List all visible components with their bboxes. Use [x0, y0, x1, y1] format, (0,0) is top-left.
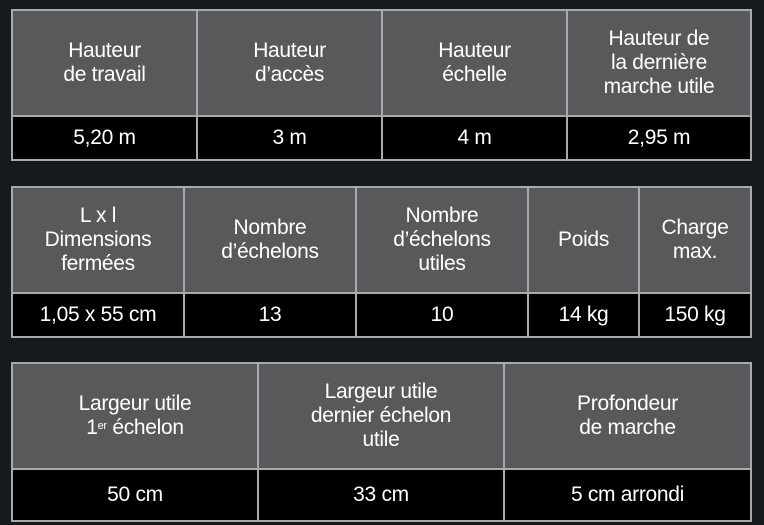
value-cell-working-height: 5,20 m — [12, 116, 197, 160]
header-cell-top-step-height: Hauteur de la dernière marche utile — [567, 10, 751, 116]
header-cell-last-rung-width: Largeur utile dernier échelon utile — [258, 363, 504, 469]
ordinal-superscript: er — [97, 420, 107, 432]
value-cell-ladder-height: 4 m — [382, 116, 567, 160]
value-cell-max-load: 150 kg — [639, 293, 751, 337]
header-line-2-suffix: échelon — [106, 416, 184, 439]
specs-table-heights — [11, 9, 752, 161]
header-cell-usable-rung-count: Nombre d’échelons utiles — [356, 187, 528, 293]
value-row — [12, 116, 751, 160]
value-cell-last-rung-width: 33 cm — [258, 469, 504, 521]
value-cell-access-height: 3 m — [197, 116, 382, 160]
header-cell-working-height: Hauteur de travail — [12, 10, 197, 116]
value-row — [12, 469, 751, 521]
header-cell-access-height: Hauteur d’accès — [197, 10, 382, 116]
header-cell-max-load: Charge max. — [639, 187, 751, 293]
header-cell-step-depth: Profondeur de marche — [504, 363, 751, 469]
value-cell-top-step-height: 2,95 m — [567, 116, 751, 160]
value-cell-weight: 14 kg — [528, 293, 639, 337]
header-row — [12, 187, 751, 293]
specs-table-widths — [11, 362, 752, 522]
value-cell-usable-rung-count: 10 — [356, 293, 528, 337]
value-cell-first-rung-width: 50 cm — [12, 469, 258, 521]
header-cell-weight: Poids — [528, 187, 639, 293]
header-cell-first-rung-width — [12, 363, 258, 469]
value-cell-step-depth: 5 cm arrondi — [504, 469, 751, 521]
header-cell-folded-dimensions: L x l Dimensions fermées — [12, 187, 184, 293]
rung-ordinal: 1 — [86, 416, 98, 439]
specs-table-dimensions — [11, 186, 752, 338]
header-row — [12, 10, 751, 116]
header-line-1: Largeur utile — [78, 392, 192, 415]
value-cell-rung-count: 13 — [184, 293, 356, 337]
value-cell-folded-dimensions: 1,05 x 55 cm — [12, 293, 184, 337]
header-row — [12, 363, 751, 469]
header-cell-rung-count: Nombre d’échelons — [184, 187, 356, 293]
header-cell-ladder-height: Hauteur échelle — [382, 10, 567, 116]
value-row — [12, 293, 751, 337]
